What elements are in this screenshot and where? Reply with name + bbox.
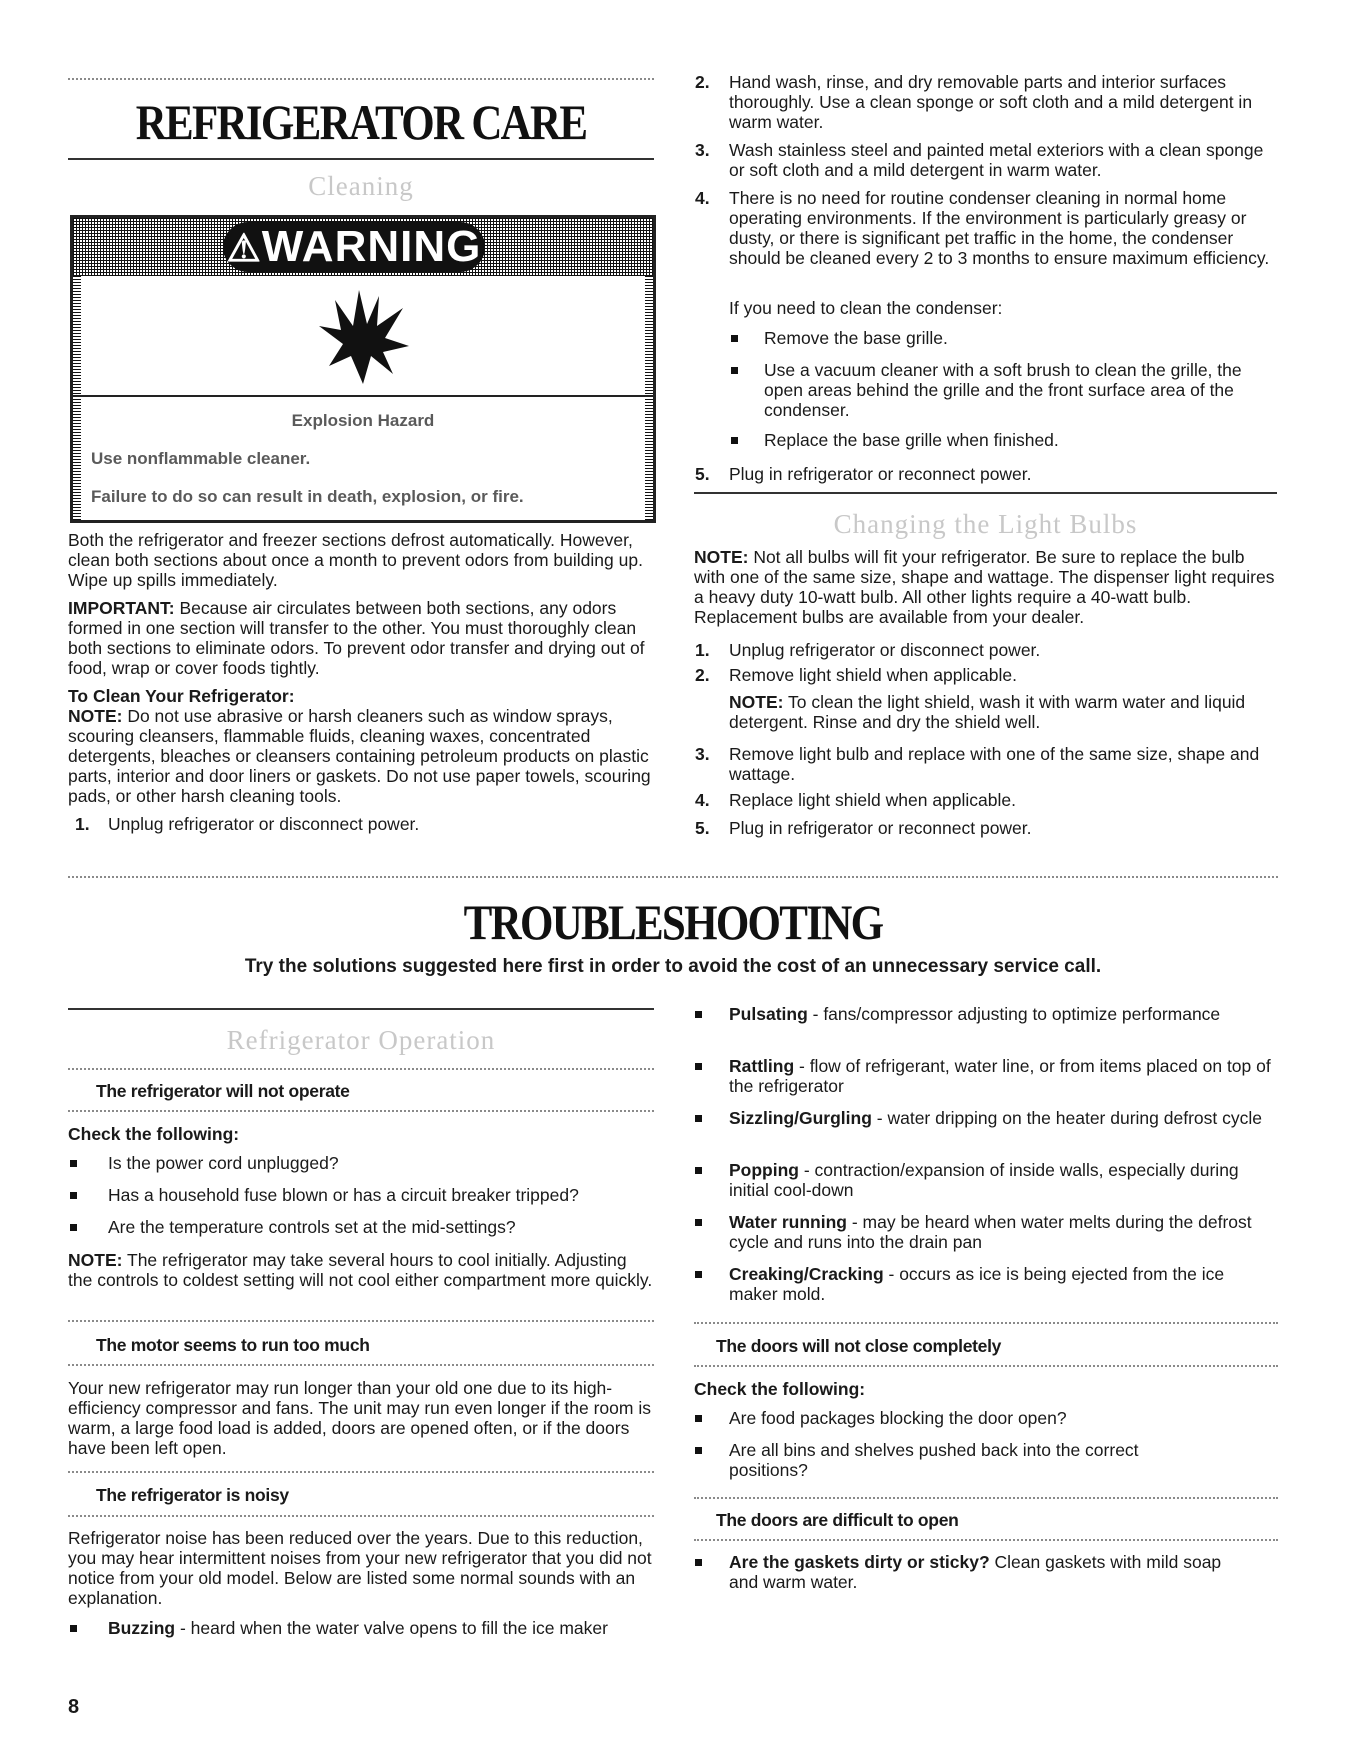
sound-bullet-4-marker	[695, 1115, 702, 1122]
sound-6-name: Water running	[729, 1212, 847, 1232]
not-operate-bullet-1: Is the power cord unplugged?	[108, 1153, 339, 1173]
care-step-4-text: There is no need for routine condenser cleaning in normal home operating environments. If the environment is particularly greasy or dusty, or there is significant pet traffic in the home, the condenser should be cleaned every 2 to 3 months to ensure maximum efficiency.	[729, 188, 1270, 268]
sound-bullet-2	[729, 1004, 1249, 1024]
doors-close-bullet-1: Are food packages blocking the door open?	[729, 1408, 1067, 1428]
bulbs-step-1-text: Unplug refrigerator or disconnect power.	[729, 640, 1041, 660]
motor-rule-top	[68, 1320, 654, 1322]
care-step-2-text: Hand wash, rinse, and dry removable parts and interior surfaces thoroughly. Use a clean sponge or soft cloth and a mild detergent in warm water.	[729, 72, 1253, 132]
doors-open-title: The doors are difficult to open	[716, 1510, 959, 1530]
not-operate-rule-top	[68, 1068, 654, 1070]
doors-close-bullet-1-marker	[695, 1415, 702, 1422]
warning-box	[70, 215, 656, 523]
sound-3-desc: - flow of refrigerant, water line, or from items placed on top of the refrigerator	[729, 1056, 1271, 1096]
sound-2-name: Pulsating	[729, 1004, 808, 1024]
doors-open-bullet	[729, 1552, 1249, 1592]
bulbs-step-2-note-label: NOTE:	[729, 692, 784, 712]
sound-bullet-1-marker	[70, 1625, 77, 1632]
not-operate-bullet-3: Are the temperature controls set at the mid-settings?	[108, 1217, 516, 1237]
clean-note-label: NOTE:	[68, 706, 123, 726]
sound-7-name: Creaking/Cracking	[729, 1264, 884, 1284]
noisy-title: The refrigerator is noisy	[96, 1485, 289, 1505]
care-step-1-text: Unplug refrigerator or disconnect power.	[108, 814, 420, 834]
cleaning-heading: Cleaning	[308, 171, 414, 201]
sound-bullet-2-marker	[695, 1011, 702, 1018]
doors-open-bullet-marker	[695, 1559, 702, 1566]
clean-note	[68, 706, 658, 806]
noisy-text: Refrigerator noise has been reduced over the years. Due to this reduction, you may hear intermittent noises from your new refrigerator that you did not notice from your old model. Below are listed some normal sounds with an explanation.	[68, 1528, 652, 1608]
doors-open-answer: Clean gaskets with mild soap and warm water.	[729, 1552, 1222, 1592]
doors-close-title: The doors will not close completely	[716, 1336, 1002, 1356]
refrigerator-care-title: REFRIGERATOR CARE	[135, 94, 587, 150]
sound-4-desc: - water dripping on the heater during defrost cycle	[871, 1108, 1262, 1128]
troubleshooting-dotted-rule	[68, 876, 1278, 878]
bulbs-step-4-num: 4.	[695, 790, 710, 810]
refrigerator-operation-heading: Refrigerator Operation	[226, 1025, 496, 1055]
not-operate-note-text: The refrigerator may take several hours to cool initially. Adjusting the controls to coldest setting will not cool either compartment more quickly.	[68, 1250, 653, 1290]
motor-text: Your new refrigerator may run longer than your old one due to its high-efficiency compressor and fans. The unit may run even longer if the room is warm, a large food load is added, doors are opened often, or if the doors have been left open.	[68, 1378, 651, 1458]
warning-line-2: Failure to do so can result in death, explosion, or fire.	[91, 487, 524, 506]
bulbs-step-3-num: 3.	[695, 744, 710, 764]
sound-1-desc: - heard when the water valve opens to fill the ice maker	[175, 1618, 608, 1638]
not-operate-check: Check the following:	[68, 1124, 240, 1144]
warning-line-1: Use nonflammable cleaner.	[91, 449, 311, 468]
warning-hazard: Explosion Hazard	[291, 411, 435, 430]
important-text: Because air circulates between both sections, any odors formed in one section will transfer to the other. You must thoroughly clean both sections to eliminate odors. To prevent odor transfer and drying out of food, wrap or cover foods tightly.	[68, 598, 645, 678]
not-operate-bullet-2: Has a household fuse blown or has a circuit breaker tripped?	[108, 1185, 579, 1205]
bulbs-step-2-note-text: To clean the light shield, wash it with warm water and liquid detergent. Rinse and dry the shield well.	[729, 692, 1246, 732]
bulbs-step-4-text: Replace light shield when applicable.	[729, 790, 1016, 810]
care-step-5-num: 5.	[695, 464, 710, 484]
bulbs-step-2-note	[729, 692, 1274, 732]
sound-bullet-3	[729, 1056, 1274, 1096]
care-step-3-num: 3.	[695, 140, 710, 160]
doors-close-rule-bottom	[694, 1365, 1278, 1367]
care-step-3-text: Wash stainless steel and painted metal exteriors with a clean sponge or soft cloth and a mild detergent in warm water.	[729, 140, 1264, 180]
sound-1-name: Buzzing	[108, 1618, 176, 1638]
bulbs-step-2-text: Remove light shield when applicable.	[729, 665, 1017, 685]
condenser-bullet-1: Remove the base grille.	[764, 328, 948, 348]
troubleshooting-title: TROUBLESHOOTING	[463, 894, 883, 950]
clean-heading: To Clean Your Refrigerator:	[68, 686, 295, 706]
sound-bullet-6	[729, 1212, 1274, 1252]
doors-close-bullet-2: Are all bins and shelves pushed back into the correct positions?	[729, 1440, 1139, 1480]
operation-rule	[68, 1008, 654, 1010]
doors-open-rule-bottom	[694, 1539, 1278, 1541]
not-operate-bullet-2-marker	[70, 1192, 77, 1199]
sound-5-name: Popping	[729, 1160, 799, 1180]
top-dotted-rule	[68, 78, 654, 80]
sound-4-name: Sizzling/Gurgling	[729, 1108, 872, 1128]
warning-divider	[73, 395, 653, 397]
sound-7-desc: - occurs as ice is being ejected from the ice maker mold.	[729, 1264, 1225, 1304]
motor-title: The motor seems to run too much	[96, 1335, 370, 1355]
bulbs-note-text: Not all bulbs will fit your refrigerator. Be sure to replace the bulb with one of the same size, shape and wattage. The dispenser light requires a heavy duty 10-watt bulb. All other lights require a 40-watt bulb. Replacement bulbs are available from your dealer.	[694, 547, 1275, 627]
warning-stripe-right	[645, 276, 653, 520]
sound-5-desc: - contraction/expansion of inside walls, especially during initial cool-down	[729, 1160, 1239, 1200]
page-number: 8	[68, 1696, 80, 1718]
doors-close-bullet-2-marker	[695, 1447, 702, 1454]
warning-label	[223, 222, 485, 272]
doors-close-check: Check the following:	[694, 1379, 866, 1399]
sound-bullet-5	[729, 1160, 1274, 1200]
not-operate-title: The refrigerator will not operate	[96, 1081, 350, 1101]
sound-3-name: Rattling	[729, 1056, 795, 1076]
motor-rule-bottom	[68, 1364, 654, 1366]
sound-bullet-4	[729, 1108, 1274, 1128]
warning-stripe-left	[73, 276, 81, 520]
explosion-icon	[313, 286, 413, 386]
care-title-rule	[68, 158, 654, 160]
condenser-intro: If you need to clean the condenser:	[729, 298, 1003, 318]
sound-bullet-3-marker	[695, 1063, 702, 1070]
important-label: IMPORTANT:	[68, 598, 175, 618]
bulbs-step-3-text: Remove light bulb and replace with one of the same size, shape and wattage.	[729, 744, 1260, 784]
care-step-5-text: Plug in refrigerator or reconnect power.	[729, 464, 1032, 484]
noisy-rule-top	[68, 1471, 654, 1473]
not-operate-note	[68, 1250, 654, 1290]
care-step-1-num: 1.	[75, 814, 90, 834]
bulbs-note	[694, 547, 1278, 627]
condenser-bullet-2: Use a vacuum cleaner with a soft brush to clean the grille, the open areas behind the grille and the front surface area of the condenser.	[764, 360, 1242, 420]
sound-bullet-7	[729, 1264, 1274, 1304]
light-bulbs-heading: Changing the Light Bulbs	[833, 509, 1138, 539]
sound-6-desc: - may be heard when water melts during the defrost cycle and runs into the drain pan	[729, 1212, 1252, 1252]
condenser-bullet-3: Replace the base grille when finished.	[764, 430, 1059, 450]
condenser-bullet-2-marker	[731, 367, 738, 374]
not-operate-rule-bottom	[68, 1110, 654, 1112]
important-paragraph	[68, 598, 658, 678]
care-step-4-num: 4.	[695, 188, 710, 208]
doors-close-rule-top	[694, 1322, 1278, 1324]
doors-open-question: Are the gaskets dirty or sticky?	[729, 1552, 990, 1572]
sound-bullet-7-marker	[695, 1271, 702, 1278]
not-operate-note-label: NOTE:	[68, 1250, 123, 1270]
condenser-bullet-3-marker	[731, 437, 738, 444]
warning-triangle-icon: ⚠	[226, 228, 262, 270]
condenser-bullet-1-marker	[731, 335, 738, 342]
doors-open-rule-top	[694, 1497, 1278, 1499]
not-operate-bullet-1-marker	[70, 1160, 77, 1167]
not-operate-bullet-3-marker	[70, 1224, 77, 1231]
bulbs-step-1-num: 1.	[695, 640, 710, 660]
sound-2-desc: - fans/compressor adjusting to optimize performance	[807, 1004, 1221, 1024]
clean-note-text: Do not use abrasive or harsh cleaners such as window sprays, scouring cleansers, flammable fluids, cleaning waxes, concentrated detergents, bleaches or cleansers containing petroleum products on plastic parts, interior and door liners or gaskets. Do not use paper towels, scouring pads, or other harsh cleaning tools.	[68, 706, 651, 806]
bulbs-step-5-num: 5.	[695, 818, 710, 838]
care-intro: Both the refrigerator and freezer sections defrost automatically. However, clean both sections about once a month to prevent odors from building up. Wipe up spills immediately.	[68, 530, 643, 590]
troubleshooting-subtitle: Try the solutions suggested here first in order to avoid the cost of an unnecessary service call.	[244, 956, 1102, 977]
care-step-2-num: 2.	[695, 72, 710, 92]
bulbs-rule	[694, 492, 1277, 494]
bulbs-note-label: NOTE:	[694, 547, 749, 567]
sound-bullet-5-marker	[695, 1167, 702, 1174]
sound-bullet-1	[108, 1618, 628, 1638]
sound-bullet-6-marker	[695, 1219, 702, 1226]
bulbs-step-2-num: 2.	[695, 665, 710, 685]
bulbs-step-5-text: Plug in refrigerator or reconnect power.	[729, 818, 1032, 838]
noisy-rule-bottom	[68, 1515, 654, 1517]
warning-text: WARNING	[261, 222, 482, 271]
care-left-text	[68, 530, 658, 806]
